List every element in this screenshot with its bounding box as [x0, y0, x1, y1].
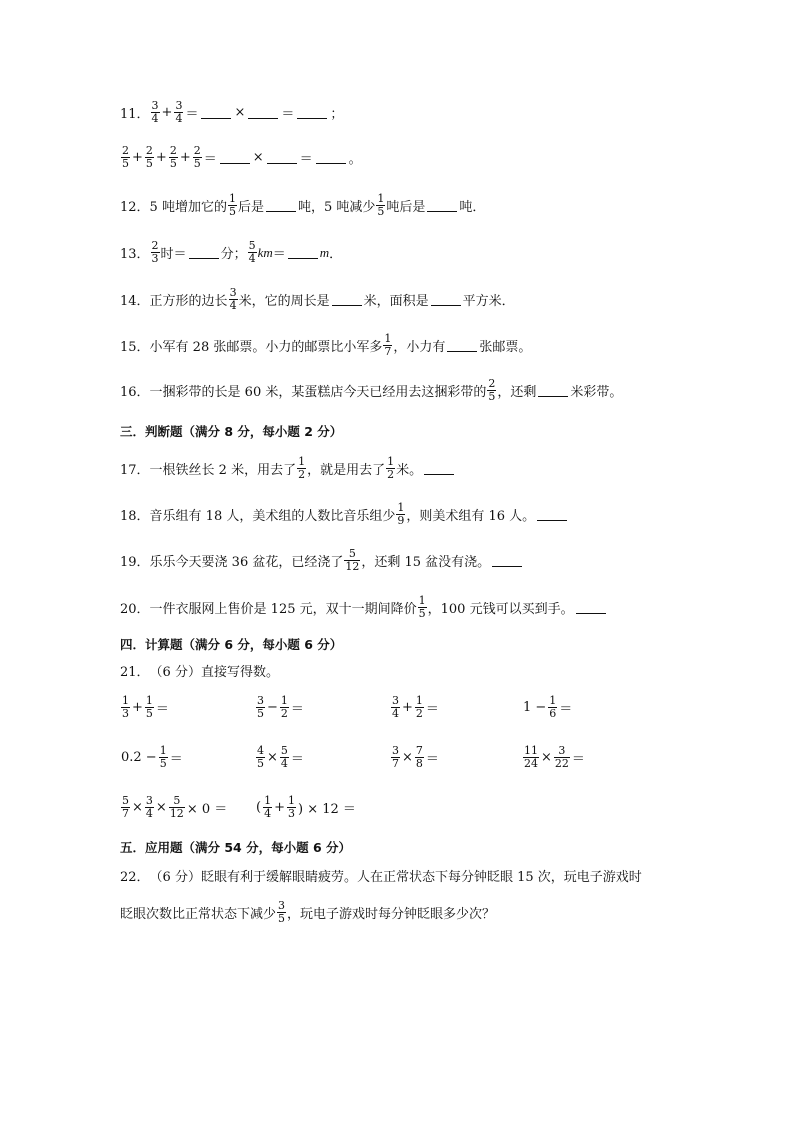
calc-item: $\frac{3}{5}$ − $\frac{1}{2}$ ＝ [257, 694, 304, 720]
fraction: $\frac{3}{5}$ [278, 899, 286, 925]
calc-item: $\frac{11}{24}$ × $\frac{3}{22}$ ＝ [524, 744, 585, 770]
answer-blank[interactable] [576, 601, 606, 614]
fraction: $\frac{1}{2}$ [298, 455, 306, 481]
fraction: $\frac{5}{4}$ [248, 239, 256, 265]
answer-blank[interactable] [537, 508, 567, 521]
question-19: 19． 乐乐今天要浇 36 盆花，已经浇了 $\frac{5}{12}$ ，还剩 15 盆没有浇。 [120, 548, 524, 573]
answer-blank[interactable] [266, 199, 296, 212]
fraction: $\frac{3}{4}$ [175, 99, 183, 125]
answer-blank[interactable] [492, 554, 522, 567]
section-heading-calculation: 四．计算题（满分 6 分，每小题 6 分） [120, 637, 343, 652]
fraction: $\frac{2}{5}$ [145, 144, 153, 170]
answer-blank[interactable] [189, 246, 219, 259]
section-heading-judgment: 三．判断题（满分 8 分，每小题 2 分） [120, 424, 343, 439]
answer-blank[interactable] [248, 106, 278, 119]
calc-item: $\frac{4}{5}$ × $\frac{5}{4}$ ＝ [257, 744, 304, 770]
fraction: $\frac{3}{4}$ [229, 286, 237, 312]
question-17: 17． 一根铁丝长 2 米，用去了 $\frac{1}{2}$ ，就是用去了 $\frac{1}{2}$ 米。 [120, 456, 456, 481]
calc-item: $\frac{5}{7}$ × $\frac{3}{4}$ × $\frac{5}{12}$ × 0 ＝ [122, 794, 228, 820]
section-heading-application: 五．应用题（满分 54 分，每小题 6 分） [120, 840, 352, 855]
answer-blank[interactable] [267, 151, 297, 164]
answer-blank[interactable] [297, 106, 327, 119]
fraction: $\frac{5}{12}$ [345, 547, 360, 573]
question-22: 22． （6 分）眨眼有利于缓解眼睛疲劳。人在正常状态下每分钟眨眼 15 次，玩电子游戏时 [120, 870, 642, 885]
question-15: 15． 小军有 28 张邮票。小力的邮票比小军多 $\frac{1}{7}$ ，小力有 张邮票。 [120, 332, 532, 358]
fraction: $\frac{2}{5}$ [193, 144, 201, 170]
fraction: $\frac{1}{9}$ [397, 501, 405, 527]
fraction: $\frac{3}{4}$ [151, 99, 159, 125]
fraction: $\frac{1}{2}$ [387, 455, 395, 481]
question-16: 16． 一捆彩带的长是 60 米，某蛋糕店今天已经用去这捆彩带的 $\frac{2}{5}$ ，还剩 米彩带。 [120, 377, 623, 403]
calc-item: ( $\frac{1}{4}$ + $\frac{1}{3}$ ) × 12 ＝ [256, 794, 356, 820]
calc-item: 0.2 − $\frac{1}{5}$ ＝ [121, 744, 183, 770]
answer-blank[interactable] [288, 246, 318, 259]
question-11-row2: $\frac{2}{5}$ + $\frac{2}{5}$ + $\frac{2}{5}$ + $\frac{2}{5}$ ＝ × ＝ 。 [122, 144, 362, 170]
answer-blank[interactable] [447, 339, 477, 352]
answer-blank[interactable] [424, 462, 454, 475]
answer-blank[interactable] [220, 151, 250, 164]
fraction: $\frac{2}{5}$ [169, 144, 177, 170]
answer-blank[interactable] [332, 293, 362, 306]
question-12: 12． 5 吨增加它的 $\frac{1}{5}$ 后是 吨，5 吨减少 $\frac{1}{5}$ 吨后是 吨． [120, 192, 486, 218]
question-21: 21． （6 分）直接写得数。 [120, 665, 279, 680]
answer-blank[interactable] [427, 199, 457, 212]
question-11: 11． $\frac{3}{4}$ + $\frac{3}{4}$ ＝ × ＝ ； [120, 99, 344, 125]
fraction: $\frac{1}{5}$ [377, 192, 385, 218]
fraction: $\frac{2}{5}$ [488, 377, 496, 403]
question-13: 13． $\frac{2}{3}$ 时＝ 分； $\frac{5}{4}$ km ＝ m ． [120, 239, 343, 265]
fraction: $\frac{1}{5}$ [418, 594, 426, 620]
answer-blank[interactable] [431, 293, 461, 306]
fraction: $\frac{2}{5}$ [122, 144, 129, 170]
question-20: 20． 一件衣服网上售价是 125 元，双十一期间降价 $\frac{1}{5}$ ，100 元钱可以买到手。 [120, 595, 608, 620]
answer-blank[interactable] [316, 151, 346, 164]
calc-item: $\frac{3}{4}$ + $\frac{1}{2}$ ＝ [392, 694, 439, 720]
fraction: $\frac{1}{5}$ [228, 192, 236, 218]
calc-item: $\frac{3}{7}$ × $\frac{7}{8}$ ＝ [392, 744, 439, 770]
calc-item: $\frac{1}{3}$ + $\frac{1}{5}$ ＝ [122, 694, 169, 720]
answer-blank[interactable] [538, 384, 568, 397]
question-14: 14． 正方形的边长 $\frac{3}{4}$ 米，它的周长是 米，面积是 平方米． [120, 286, 515, 312]
calc-item: 1 − $\frac{1}{6}$ ＝ [523, 694, 573, 720]
fraction: $\frac{1}{7}$ [384, 332, 392, 358]
fraction: $\frac{2}{3}$ [151, 239, 159, 265]
question-18: 18． 音乐组有 18 人，美术组的人数比音乐组少 $\frac{1}{9}$ ，则美术组有 16 人。 [120, 502, 569, 527]
q11-number: 11． [120, 107, 150, 122]
question-22-row2: 眨眼次数比正常状态下减少 $\frac{3}{5}$ ，玩电子游戏时每分钟眨眼多少次？ [120, 899, 496, 925]
answer-blank[interactable] [201, 106, 231, 119]
